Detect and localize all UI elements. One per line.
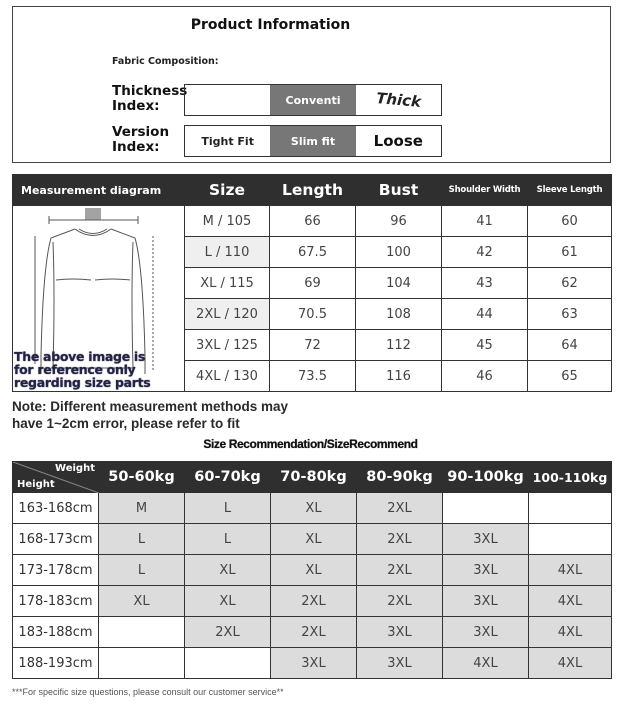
recommended-size-cell [529,493,612,524]
thickness-scale [184,84,442,116]
measurement-note [12,398,288,432]
measurement-cell-bust: 108 [356,299,442,330]
measurement-cell-sleeve: 63 [528,299,612,330]
thickness-option-thin [185,85,270,115]
note-line1: Note: Different measurement methods may [12,399,289,414]
product-info-box [12,6,611,163]
measurement-cell-bust: 116 [356,361,442,392]
recommended-size-cell: XL [271,555,357,586]
corner-weight-label: Weight [55,463,95,474]
recommended-size-cell: XL [271,524,357,555]
recommended-size-cell [443,493,529,524]
recommended-size-cell: 4XL [529,586,612,617]
measurement-cell-size: 2XL / 120 [185,299,270,330]
thickness-option-conventional: Conventi [270,85,355,115]
measurement-cell-size: XL / 115 [185,268,270,299]
measurement-cell-length: 73.5 [270,361,356,392]
recommended-size-cell: 3XL [443,524,529,555]
weight-header: 60-70kg [185,462,271,493]
height-range-label: 178-183cm [13,586,99,617]
thickness-label-line2: Index: [112,98,160,114]
measurement-cell-bust: 96 [356,206,442,237]
customer-service-note: ***For specific size questions, please consult our customer service** [12,687,284,697]
recommended-size-cell: XL [99,586,185,617]
measurement-cell-sleeve: 64 [528,330,612,361]
recommended-size-cell: 3XL [443,555,529,586]
recommendation-header-row [13,462,612,493]
recommendation-row [13,555,612,586]
weight-header: 90-100kg [443,462,529,493]
recommended-size-cell [99,617,185,648]
note-line2: have 1~2cm error, please refer to fit [12,416,240,431]
diagram-note-line2: for reference only [14,362,136,377]
measurement-table [12,174,612,392]
recommended-size-cell: L [99,555,185,586]
measurement-cell-shoulder: 44 [442,299,528,330]
measurement-cell-bust: 104 [356,268,442,299]
recommended-size-cell: 2XL [185,617,271,648]
header-size: Size [185,175,270,206]
thickness-label-line1: Thickness [112,83,188,99]
measurement-cell-sleeve: 61 [528,237,612,268]
recommended-size-cell: XL [185,555,271,586]
version-label-line1: Version [112,124,170,140]
header-bust: Bust [356,175,442,206]
recommended-size-cell: 2XL [271,617,357,648]
recommended-size-cell: 2XL [357,586,443,617]
version-option-slim-fit: Slim fit [270,126,355,156]
recommendation-row [13,617,612,648]
header-shoulder-width: Shoulder Width [442,175,528,206]
version-index-label [112,125,169,155]
measurement-cell-length: 66 [270,206,356,237]
recommendation-row [13,524,612,555]
product-info-title: Product Information [190,17,351,33]
height-range-label: 163-168cm [13,493,99,524]
measurement-cell-length: 69 [270,268,356,299]
measurement-cell-size: 3XL / 125 [185,330,270,361]
recommended-size-cell: 3XL [443,617,529,648]
recommended-size-cell: 2XL [357,555,443,586]
version-option-tight-fit: Tight Fit [201,134,254,148]
recommended-size-cell: 4XL [529,617,612,648]
header-sleeve-length: Sleeve Length [528,175,612,206]
recommended-size-cell [99,648,185,679]
recommended-size-cell: 4XL [443,648,529,679]
thickness-index-label [112,84,187,114]
measurement-cell-length: 70.5 [270,299,356,330]
measurement-cell-length: 67.5 [270,237,356,268]
measurement-cell-bust: 100 [356,237,442,268]
recommended-size-cell: 3XL [443,586,529,617]
height-range-label: 183-188cm [13,617,99,648]
version-scale [184,125,442,157]
diagram-note-line3: regarding size parts [14,375,151,390]
recommended-size-cell [185,648,271,679]
diagram-disclaimer [14,350,150,389]
recommendation-row [13,493,612,524]
thickness-option-thick: Thick [375,89,422,111]
measurement-cell-shoulder: 42 [442,237,528,268]
weight-header: 80-90kg [357,462,443,493]
measurement-cell-shoulder: 46 [442,361,528,392]
header-length: Length [270,175,356,206]
recommended-size-cell: 3XL [271,648,357,679]
measurement-cell-size: L / 110 [185,237,270,268]
measurement-cell-length: 72 [270,330,356,361]
height-range-label: 173-178cm [13,555,99,586]
recommended-size-cell: XL [185,586,271,617]
measurement-diagram-cell [13,206,185,392]
measurement-cell-shoulder: 45 [442,330,528,361]
recommendation-row [13,586,612,617]
recommended-size-cell: 2XL [357,493,443,524]
recommended-size-cell: 2XL [357,524,443,555]
weight-header: 70-80kg [271,462,357,493]
header-measurement-diagram: Measurement diagram [13,175,185,206]
recommended-size-cell: XL [271,493,357,524]
recommended-size-cell: 4XL [529,648,612,679]
recommended-size-cell [529,524,612,555]
recommended-size-cell: L [185,524,271,555]
version-label-line2: Index: [112,139,160,155]
recommended-size-cell: M [99,493,185,524]
measurement-cell-size: M / 105 [185,206,270,237]
recommended-size-cell: L [185,493,271,524]
size-recommendation-title: Size Recommendation/SizeRecommend [203,437,418,451]
measurement-cell-sleeve: 60 [528,206,612,237]
measurement-cell-size: 4XL / 130 [185,361,270,392]
recommended-size-cell: 4XL [529,555,612,586]
measurement-row [13,206,612,237]
recommendation-row [13,648,612,679]
measurement-cell-sleeve: 62 [528,268,612,299]
size-recommendation-table [12,461,612,679]
measurement-cell-shoulder: 41 [442,206,528,237]
version-option-loose: Loose [373,132,423,150]
fabric-composition-label: Fabric Composition: [112,56,219,67]
recommended-size-cell: 3XL [357,617,443,648]
weight-header: 100-110kg [529,462,612,493]
measurement-cell-sleeve: 65 [528,361,612,392]
measurement-header-row [13,175,612,206]
height-range-label: 188-193cm [13,648,99,679]
height-range-label: 168-173cm [13,524,99,555]
weight-header: 50-60kg [99,462,185,493]
measurement-cell-bust: 112 [356,330,442,361]
recommended-size-cell: L [99,524,185,555]
corner-height-label: Height [17,479,55,490]
diagram-note-line1: The above image is [14,349,146,364]
measurement-cell-shoulder: 43 [442,268,528,299]
header-corner-weight-height [13,462,99,493]
recommended-size-cell: 2XL [271,586,357,617]
recommended-size-cell: 3XL [357,648,443,679]
